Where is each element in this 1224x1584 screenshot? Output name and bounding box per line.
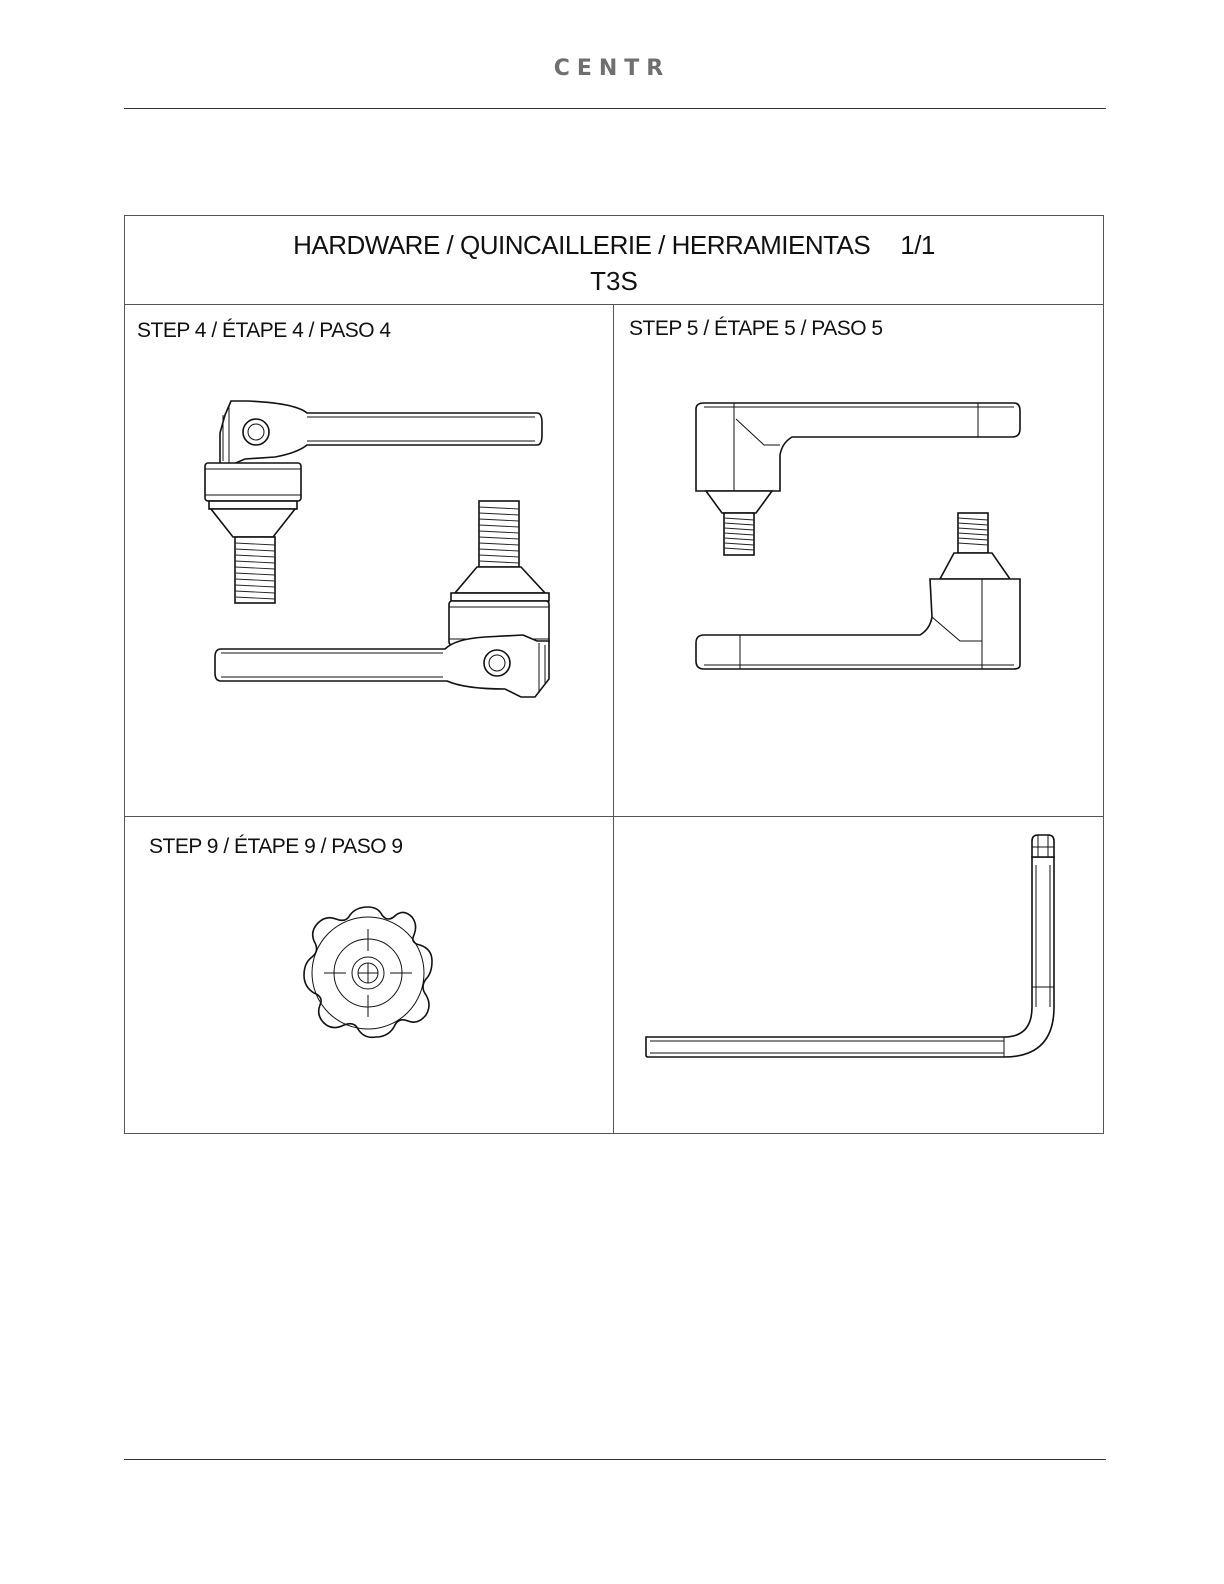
sheet-header <box>125 216 1103 305</box>
knurled-knob-icon <box>125 817 614 1133</box>
step-label: STEP 5 / ÉTAPE 5 / PASO 5 <box>629 317 883 340</box>
hardware-cell-step-5 <box>614 305 1103 817</box>
sheet-title-line <box>125 230 1103 261</box>
hardware-cell-tool <box>614 817 1103 1133</box>
sheet-title: HARDWARE / QUINCAILLERIE / HERRAMIENTAS <box>293 230 871 260</box>
l-shaped-lever-handle-icon <box>614 305 1103 817</box>
footer-divider <box>124 1459 1106 1460</box>
hardware-cell-step-9 <box>125 817 614 1133</box>
adjustable-lever-handle-icon <box>125 305 614 817</box>
allen-key-icon <box>614 817 1103 1133</box>
hardware-cell-step-4 <box>125 305 614 817</box>
hardware-sheet <box>124 215 1104 1134</box>
model-number: T3S <box>590 266 638 296</box>
step-label: STEP 4 / ÉTAPE 4 / PASO 4 <box>137 319 391 342</box>
step-label: STEP 9 / ÉTAPE 9 / PASO 9 <box>149 835 403 858</box>
page-indicator: 1/1 <box>900 230 935 260</box>
brand-logo: CENTR <box>553 56 671 81</box>
header-divider <box>124 108 1106 109</box>
